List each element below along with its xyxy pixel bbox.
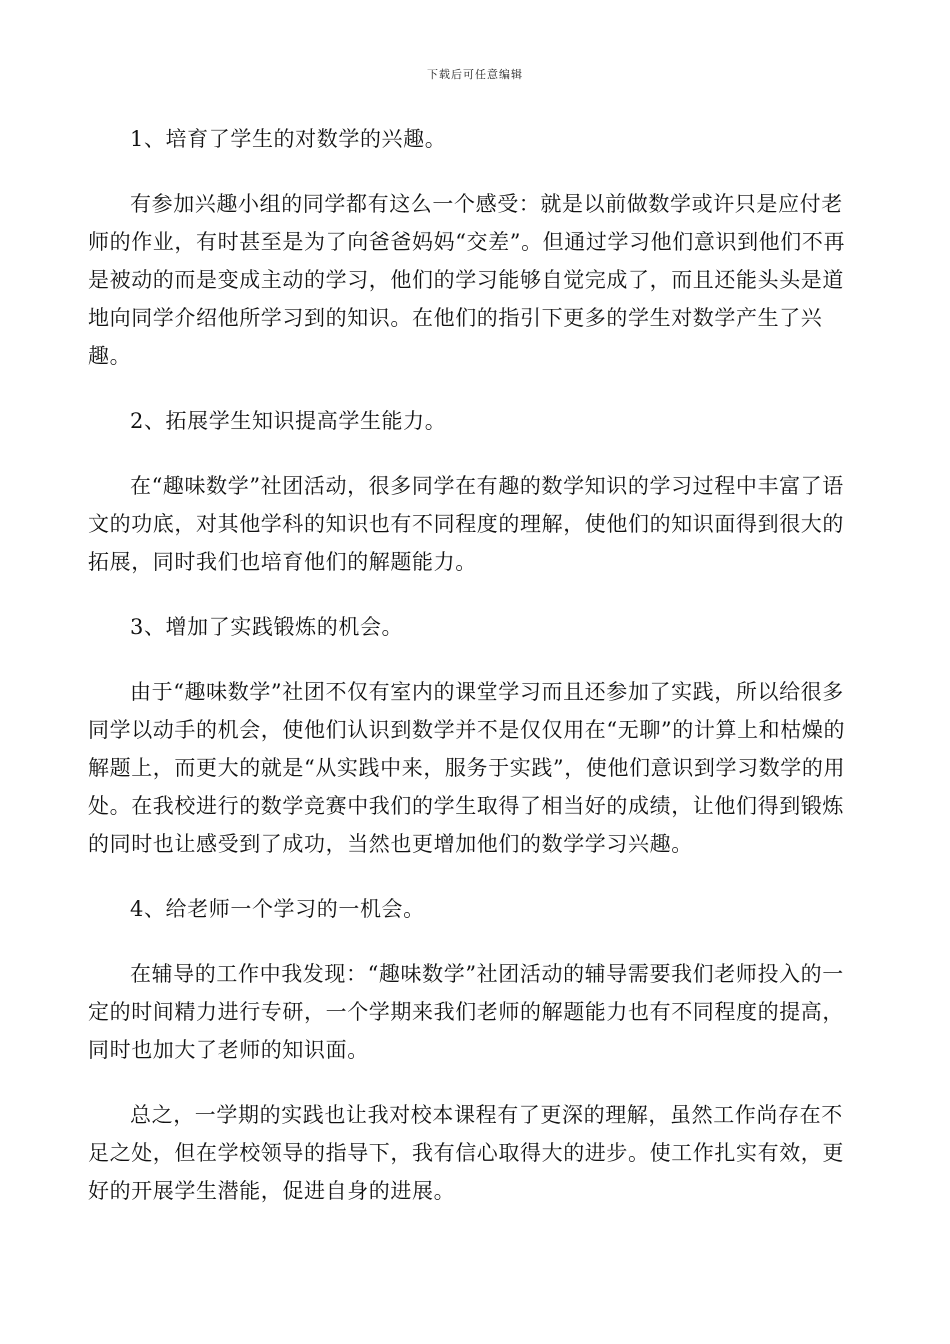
section-1-paragraph: 有参加兴趣小组的同学都有这么一个感受：就是以前做数学或许只是应付老师的作业，有时甚至是为了向爸爸妈妈“交差”。但通过学习他们意识到他们不再是被动的而是变成主动的学习，他们的学习能够自觉完成了，而且还能头头是道地向同学介绍他所学习到的知识。在他们的指引下更多的学生对数学产生了兴趣。	[88, 192, 846, 368]
document-body	[88, 120, 860, 1237]
section-4-heading: 4、给老师一个学习的一机会。	[130, 897, 425, 921]
section-3-heading: 3、增加了实践锻炼的机会。	[130, 615, 404, 639]
section-3-paragraph: 由于“趣味数学”社团不仅有室内的课堂学习而且还参加了实践，所以给很多同学以动手的机会，使他们认识到数学并不是仅仅用在“无聊”的计算上和枯燥的解题上，而更大的就是“从实践中来，服务于实践”，使他们意识到学习数学的用处。在我校进行的数学竞赛中我们的学生取得了相当好的成绩，让他们得到锻炼的同时也让感受到了成功，当然也更增加他们的数学学习兴趣。	[88, 680, 846, 856]
section-4-paragraph: 在辅导的工作中我发现：“趣味数学”社团活动的辅导需要我们老师投入的一定的时间精力进行专研，一个学期来我们老师的解题能力也有不同程度的提高，同时也加大了老师的知识面。	[88, 962, 844, 1062]
header-note: 下载后可任意编辑	[427, 68, 523, 81]
conclusion-paragraph: 总之，一学期的实践也让我对校本课程有了更深的理解，虽然工作尚存在不足之处，但在学校领导的指导下，我有信心取得大的进步。使工作扎实有效，更好的开展学生潜能，促进自身的进展。	[88, 1103, 844, 1203]
section-1-heading: 1、培育了学生的对数学的兴趣。	[130, 127, 447, 151]
section-2-paragraph: 在“趣味数学”社团活动，很多同学在有趣的数学知识的学习过程中丰富了语文的功底，对其他学科的知识也有不同程度的理解，使他们的知识面得到很大的拓展，同时我们也培育他们的解题能力。	[88, 474, 844, 574]
section-2-heading: 2、拓展学生知识提高学生能力。	[130, 409, 447, 433]
